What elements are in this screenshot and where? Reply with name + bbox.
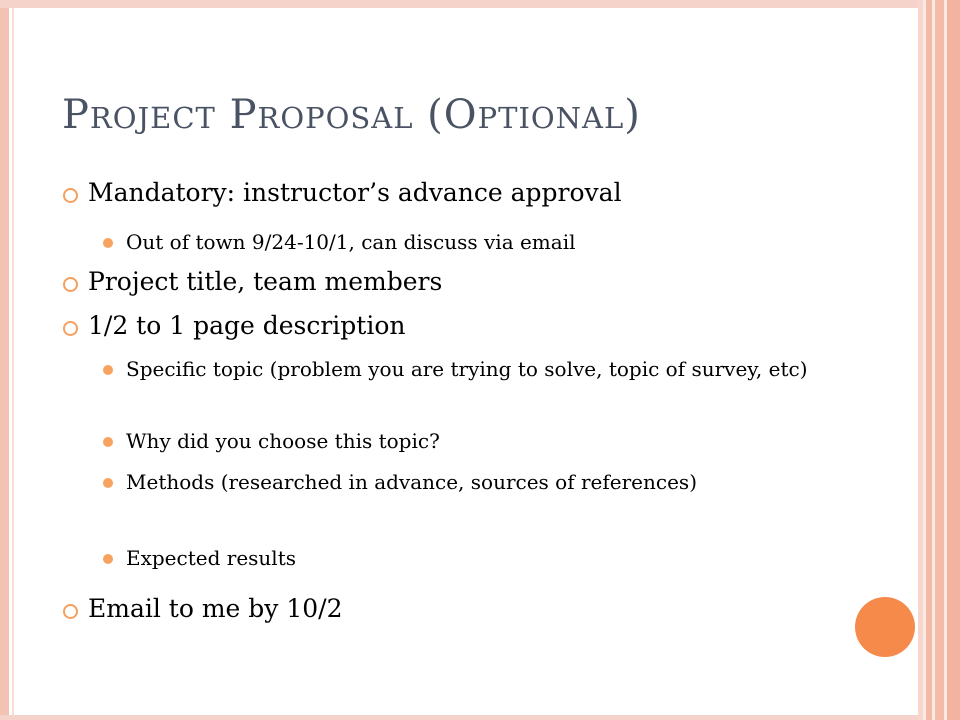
title-part: PTIONAL — [477, 101, 625, 135]
title-part: P — [215, 92, 258, 138]
bullet-text: Project title, team members — [88, 267, 443, 296]
sub-bullet-text: Methods (researched in advance, sources of references) — [126, 470, 697, 494]
sub-bullet-text: Why did you choose this topic? — [126, 429, 440, 453]
title-part: (O — [413, 92, 478, 138]
bullet-ring-icon — [63, 277, 78, 292]
bullet-text: 1/2 to 1 page description — [88, 311, 406, 340]
bullet-dot-icon — [103, 365, 113, 375]
bullet-ring-icon — [63, 188, 78, 203]
bullet-dot-icon — [103, 554, 113, 564]
bullet-ring-icon — [63, 321, 78, 336]
sub-bullet-text: Specific topic (problem you are trying to solve, topic of survey, etc) — [126, 357, 808, 381]
bullet-ring-icon — [63, 604, 78, 619]
bullet-dot-icon — [103, 437, 113, 447]
bullet-text: Mandatory: instructor’s advance approval — [88, 178, 622, 207]
sub-bullet-text: Out of town 9/24-10/1, can discuss via email — [126, 230, 576, 254]
sub-bullet-text: Expected results — [126, 546, 296, 570]
title-part: ) — [624, 92, 641, 138]
title-part: ROPOSAL — [257, 101, 414, 135]
bullet-text: Email to me by 10/2 — [88, 594, 343, 623]
title-part: ROJECT — [89, 101, 216, 135]
bullet-dot-icon — [103, 478, 113, 488]
title-part: P — [62, 92, 90, 138]
bullet-dot-icon — [103, 238, 113, 248]
